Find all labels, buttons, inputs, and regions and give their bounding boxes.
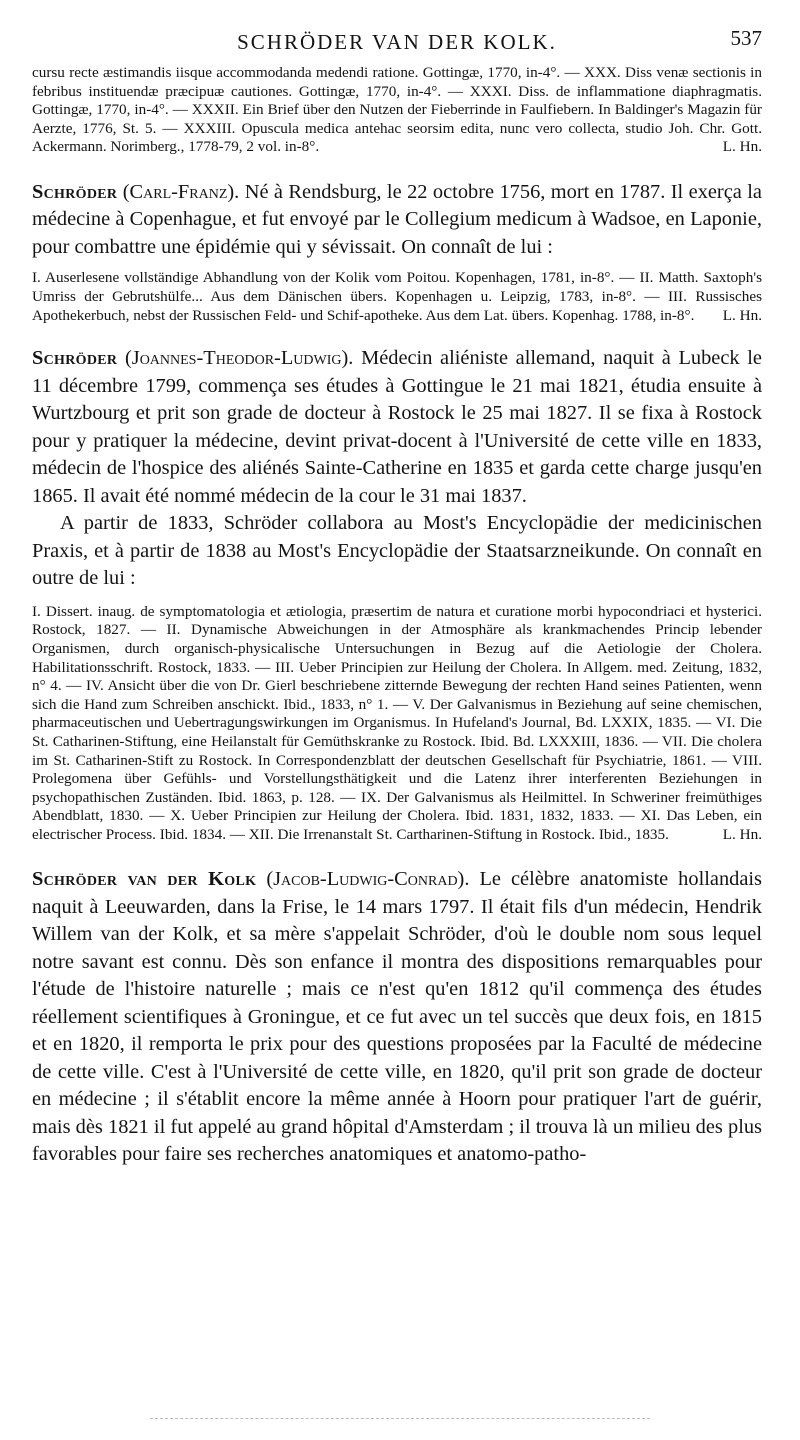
entry-schroeder-joannes-theodor-ludwig (32, 345, 762, 844)
author-signature: L. Hn. (722, 138, 762, 156)
entry-text: Médecin aliéniste allemand, naquit à Lubeck le 11 décembre 1799, commença ses études à Gottingue le 21 mai 1821, étudia ensuite à Wurtzbourg et prit son grade de docteur à Rostock le 25 mai 1827. Il se fixa à Rostock pour y pratiquer la médecine, devint privat-docent à l'Université de cette ville en 1833, médecin de l'hospice des aliénés Sainte-Catherine en 1835 et garda cette charge jusqu'en 1865. Il avait été nommé médecin de la cour le 31 mai 1837. (32, 347, 762, 507)
bibliography (32, 269, 762, 325)
running-head (32, 0, 762, 64)
entry-text: Né à Rendsburg, le 22 octobre 1756, mort en 1787. Il exerça la médecine à Copenhague, et fut envoyé par le Collegium medicum à Wadsoe, en Laponie, pour combattre une épidémie qui y sévissait. On connaît de lui : (32, 180, 762, 258)
bibliography-continued (32, 64, 762, 157)
entry-forename: (Jacob-Ludwig-Conrad). (266, 868, 470, 891)
entry-body (32, 345, 762, 510)
bibliography-text: I. Dissert. inaug. de symptomatologia et ætiologia, præsertim de natura et curatione morbi hypocondriaci et hysterici. Rostock, 1827. — II. Dynamische Abweichungen in der Atmosphäre als krankmachendes Princip lebender Organismen, durch organisch-physicalische Untersuchungen in Bezug auf die Aetiologie der Cholera. Habilitationsschrift. Rostock, 1833. — III. Ueber Principien zur Heilung der Cholera. In Allgem. med. Zeitung, 1832, n° 4. — IV. Ansicht über die von Dr. Gierl beschriebene zitternde Bewegung der rechten Hand seines Patienten, wenn sich die Hand zum Schreiben anschickt. Ibid., 1833, n° 1. — V. Der Galvanismus in Beziehung auf seine chemischen, pharmaceutischen und Uebertragungswirkungen im Organismus. In Hufeland's Journal, Bd. LXXIX, 1835. — VI. Die St. Catharinen-Stiftung, eine Heilanstalt für Gemüthskranke zu Rostock. Ibid. Bd. LXXXIII, 1836. — VII. Die cholera im St. Catharinen-Stift zu Rostock. In Correspondenzblatt der deutschen Gesellschaft für Psychiatrie, 1861. — VIII. Prolegomena über Gefühls- und Vorstellungsthätigkeit und die Latenz ihrer interferenten Beziehungen in psychopathischen Zuständen. Ibid. 1863, p. 128. — IX. Der Galvanismus als Heilmittel. In Schweriner freimüthiges Abendblatt, 1830. — X. Ueber Principien zur Heilung der Cholera. Ibid. 1831, 1832, 1833. — XI. Das Leben, ein electrischer Process. Ibid. 1834. — XII. Die Irrenanstalt St. Cartharinen-Stiftung in Rostock. Ibid., 1835. (32, 602, 762, 843)
entry-forename: (Joannes-Theodor-Ludwig). (124, 347, 354, 370)
entry-heading: Schröder (32, 180, 118, 203)
entry-body-second: A partir de 1833, Schröder collabora au Most's Encyclopädie der medicinischen Praxis, et à partir de 1838 au Most's Encyclopädie der Staatsarzneikunde. On connaît en outre de lui : (32, 512, 762, 590)
entry-schroeder-van-der-kolk (32, 866, 762, 1169)
entry-text: Le célèbre anatomiste hollandais naquit à Leeuwarden, dans la Frise, le 14 mars 1797. Il était fils d'un médecin, Hendrik Willem van der Kolk, et sa mère s'appelait Schröder, d'où le double nom sous lequel notre savant est connu. Dès son enfance il montra des dispositions remarquables pour l'étude de l'histoire naturelle ; mais ce n'est qu'en 1812 qu'il commença des études réellement scientifiques à Groningue, et ce fut avec un tel succès que deux fois, en 1815 et en 1820, il remporta le prix pour des questions proposées par la Faculté de médecine de cette ville. C'est à l'Université de cette ville, en 1820, qu'il prit son grade de docteur en médecine ; il s'établit encore la même année à Hoorn pour pratiquer l'art de guérir, mais dès 1821 il fut appelé au grand hôpital d'Amsterdam ; il trouva là un milieu des plus favorables pour faire ses recherches anatomiques et anatomo-patho- (32, 868, 762, 1166)
author-signature: L. Hn. (722, 306, 762, 324)
entry-schroeder-carl-franz (32, 179, 762, 325)
bibliography (32, 603, 762, 845)
running-title: SCHRÖDER VAN DER KOLK. (237, 30, 557, 54)
entry-continued (32, 64, 762, 157)
bibliography-text: cursu recte æstimandis iisque accommodanda medendi ratione. Gottingæ, 1770, in-4°. — XXX. Diss venæ sectionis in febribus instituendæ præcipuæ cautiones. Gottingæ, 1770, in-4°. — XXXI. Diss. de inflammatione diaphragmatis. Gottingæ, 1770, in-4°. — XXXII. Ein Brief über den Nutzen der Fieberrinde in Faulfiebern. In Baldinger's Magazin für Aerzte, 1776, St. 5. — XXXIII. Opuscula medica antehac seorsim edita, nunc vero collecta, studio Joh. Chr. Gott. Ackermann. Norimberg., 1778-79, 2 vol. in-8°. (32, 64, 762, 156)
page-number: 537 (730, 26, 762, 50)
page-bottom-rule (150, 1418, 650, 1419)
entry-heading: Schröder van der Kolk (32, 868, 257, 891)
entry-heading: Schröder (32, 347, 118, 370)
entry-body (32, 179, 762, 262)
entry-body (32, 866, 762, 1169)
author-signature: L. Hn. (722, 825, 762, 843)
bibliography-text: I. Auserlesene vollständige Abhandlung von der Kolik vom Poitou. Kopenhagen, 1781, in-8°. — II. Matth. Saxtoph's Umriss der Gebrutshülfe... Aus dem Dänischen übers. Kopenhagen u. Leipzig, 1783, in-8°. — III. Russisches Apothekerbuch, nebst der Russischen Feld- und Schif-apotheke. Aus dem Lat. übers. Kopenhag. 1788, in-8°. (32, 269, 762, 324)
entry-forename: (Carl-Franz). (122, 180, 240, 203)
